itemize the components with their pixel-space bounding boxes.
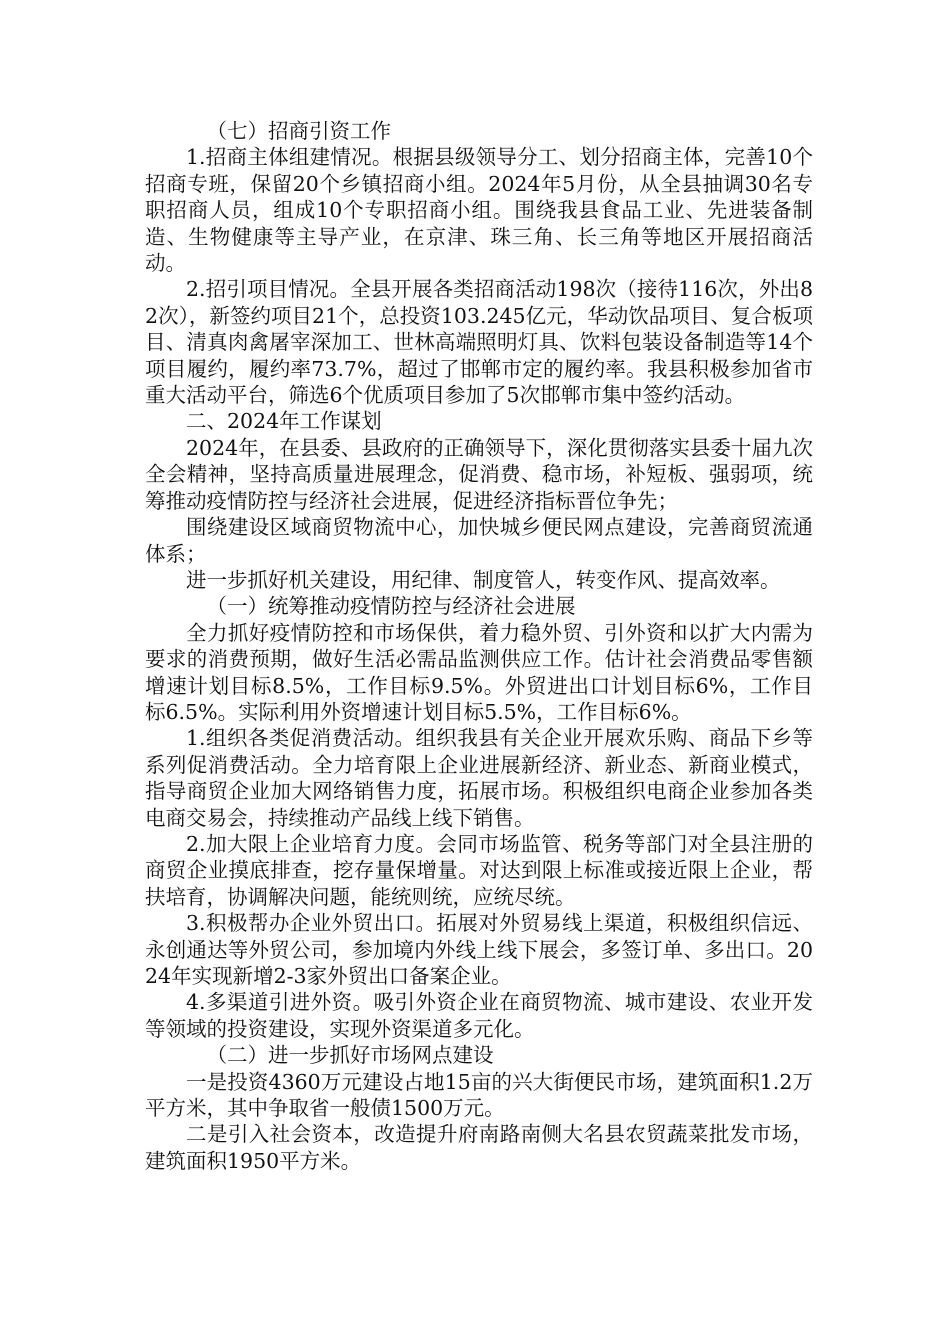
paragraph-2024-overview: 2024年，在县委、县政府的正确领导下，深化贯彻落实县委十届九次全会精神，坚持高质量进展理念，促消费、稳市场，补短板、强弱项，统筹推动疫情防控与经济社会进展，促进经济指标晋位争先； — [145, 435, 813, 513]
paragraph-organization-building: 进一步抓好机关建设，用纪律、制度管人，转变作风、提高效率。 — [186, 567, 781, 592]
paragraph-investment-entities: 1.招商主体组建情况。根据县级领导分工、划分招商主体，完善10个招商专班，保留20个乡镇招商小组。2024年5月份，从全县抽调30名专职招商人员，组成10个专职招商小组。围绕我县食品工业、先进装备制造、生物健康等主导产业，在京津、珠三角、长三角等地区开展招商活动。 — [145, 145, 813, 276]
paragraph-xingda-market: 一是投资4360万元建设占地15亩的兴大街便民市场，建筑面积1.2万平方米，其中争取省一般债1500万元。 — [145, 1069, 813, 1121]
document-page — [145, 118, 813, 1174]
paragraph-foreign-investment: 4.多渠道引进外资。吸引外资企业在商贸物流、城市建设、农业开发等领域的投资建设，实现外资渠道多元化。 — [145, 990, 813, 1041]
section-heading-market-outlets: （二）进一步抓好市场网点建设 — [206, 1043, 494, 1068]
paragraph-enterprise-cultivation: 2.加大限上企业培育力度。会同市场监管、税务等部门对全县注册的商贸企业摸底排查，挖存量保增量。对达到限上标准或接近限上企业，帮扶培育，协调解决问题，能统则统，应统尽统。 — [145, 831, 813, 909]
paragraph-consumption-activities: 1.组织各类促消费活动。组织我县有关企业开展欢乐购、商品下乡等系列促消费活动。全力培育限上企业进展新经济、新业态、新商业模式，指导商贸企业加大网络销售力度，拓展市场。积极组织电商企业参加各类电商交易会，持续推动产品线上线下销售。 — [145, 726, 813, 830]
paragraph-investment-projects: 2.招引项目情况。全县开展各类招商活动198次（接待116次，外出82次），新签约项目21个，总投资103.245亿元，华动饮品项目、复合板项目、清真肉禽屠宰深加工、世林高端照明灯具、饮料包装设备制造等14个项目履约，履约率73.7%，超过了邯郸市定的履约率。我县积极参加省市重大活动平台，筛选6个优质项目参加了5次邯郸市集中签约活动。 — [145, 277, 813, 408]
paragraph-foreign-trade: 3.积极帮办企业外贸出口。拓展对外贸易线上渠道，积极组织信远、永创通达等外贸公司，参加境内外线上线下展会，多签订单、多出口。2024年实现新增2-3家外贸出口备案企业。 — [145, 911, 813, 988]
paragraph-wholesale-market: 二是引入社会资本，改造提升府南路南侧大名县农贸蔬菜批发市场，建筑面积1950平方米。 — [145, 1122, 813, 1173]
section-heading-epidemic-economy: （一）统筹推动疫情防控与经济社会进展 — [206, 594, 576, 619]
section-heading-2024-plan: 二、2024年工作谋划 — [186, 409, 382, 434]
paragraph-targets: 全力抓好疫情防控和市场保供，着力稳外贸、引外资和以扩大内需为要求的消费预期，做好生活必需品监测供应工作。估计社会消费品零售额增速计划目标8.5%，工作目标9.5%。外贸进出口计划目标6%，工作目标6.5%。实际利用外资增速计划目标5.5%，工作目标6%。 — [145, 620, 813, 724]
paragraph-logistics-center: 围绕建设区域商贸物流中心，加快城乡便民网点建设，完善商贸流通体系； — [145, 515, 813, 566]
section-heading-investment: （七）招商引资工作 — [206, 119, 391, 143]
